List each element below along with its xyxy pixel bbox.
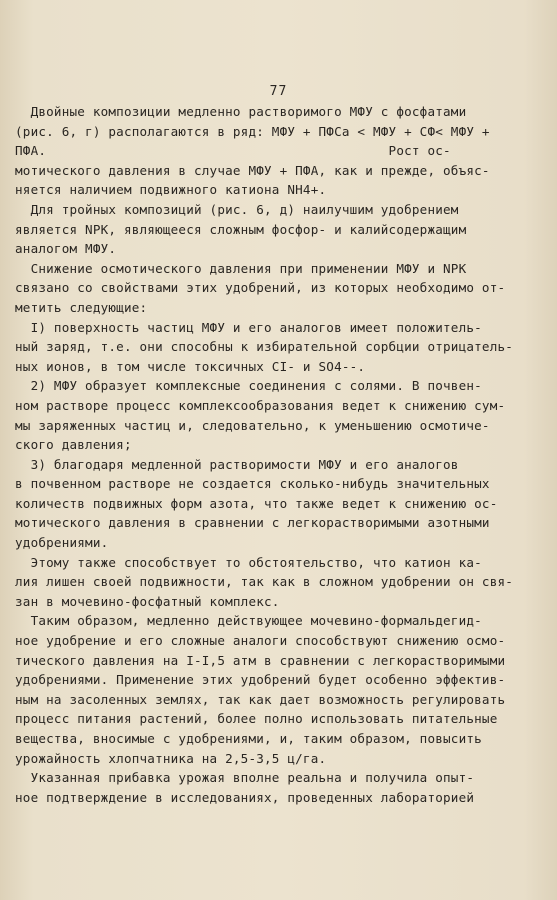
text-line: удобрениями.	[15, 535, 109, 551]
text-line: связано со свойствами этих удобрений, из которых необходимо от-	[15, 280, 506, 296]
text-line: мотического давления в сравнении с легкорастворимыми азотными	[15, 515, 490, 531]
text-line: урожайность хлопчатника на 2,5-3,5 ц/га.	[15, 750, 327, 766]
text-line: няется наличием подвижного катиона NH4+.	[15, 182, 327, 198]
text-line: Для тройных композиций (рис. 6, д) наилучшим удобрением	[15, 201, 459, 217]
text-line: удобрениями. Применение этих удобрений будет особенно эффектив-	[15, 672, 506, 688]
text-line: Этому также способствует то обстоятельство, что катион ка-	[15, 554, 482, 570]
text-line: зан в мочевино-фосфатный комплекс.	[15, 593, 280, 609]
text-line: 2) МФУ образует комплексные соединения с солями. В почвен-	[15, 378, 482, 394]
text-line: тического давления на I-I,5 атм в сравнении с легкорастворимыми	[15, 652, 506, 668]
text-line: процесс питания растений, более полно использовать питательные	[15, 711, 498, 727]
text-line: Снижение осмотического давления при применении МФУ и NРК	[15, 260, 467, 276]
text-line: ным на засоленных землях, так как дает возможность регулировать	[15, 691, 506, 707]
text-line: (рис. 6, г) располагаются в ряд: МФУ + ПФСа < МФУ + СФ< МФУ +	[15, 123, 490, 139]
text-line: вещества, вносимые с удобрениями, и, таким образом, повысить	[15, 731, 482, 746]
page-number: 77	[269, 84, 288, 99]
text-line: Двойные композиции медленно растворимого МФУ с фосфатами	[15, 104, 467, 119]
text-line: 3) благодаря медленной растворимости МФУ и его аналогов	[15, 456, 459, 472]
page-body	[15, 102, 515, 807]
text-line: ном растворе процесс комплексообразования ведет к снижению сум-	[15, 397, 506, 413]
text-line: Таким образом, медленно действующее мочевино-формальдегид-	[15, 613, 482, 629]
text-line: мотического давления в случае МФУ + ПФА, как и прежде, объяс-	[15, 162, 490, 178]
text-line: аналогом МФУ.	[15, 241, 117, 257]
text-line: ных ионов, в том числе токсичных CI- и SO4--.	[15, 358, 366, 374]
text-line: ное подтверждение в исследованиях, проведенных лабораторией	[15, 789, 475, 805]
text-line: ПФА. Рост ос-	[15, 143, 451, 159]
text-line: ный заряд, т.е. они способны к избирательной сорбции отрицатель-	[15, 339, 514, 355]
text-line: количеств подвижных форм азота, что также ведет к снижению ос-	[15, 495, 498, 511]
text-line: мы заряженных частиц и, следовательно, к уменьшению осмотиче-	[15, 417, 490, 433]
text-line: I) поверхность частиц МФУ и его аналогов имеет положитель-	[15, 319, 482, 335]
text-line: метить следующие:	[15, 299, 148, 315]
text-line: в почвенном растворе не создается сколько-нибудь значительных	[15, 476, 490, 492]
text-line: ное удобрение и его сложные аналоги способствуют снижению осмо-	[15, 633, 506, 649]
text-line: является NРК, являющееся сложным фосфор- и калийсодержащим	[15, 221, 467, 237]
text-line: лия лишен своей подвижности, так как в сложном удобрении он свя-	[15, 574, 514, 590]
text-line: Указанная прибавка урожая вполне реальна и получила опыт-	[15, 770, 475, 786]
text-line: ского давления;	[15, 437, 132, 453]
